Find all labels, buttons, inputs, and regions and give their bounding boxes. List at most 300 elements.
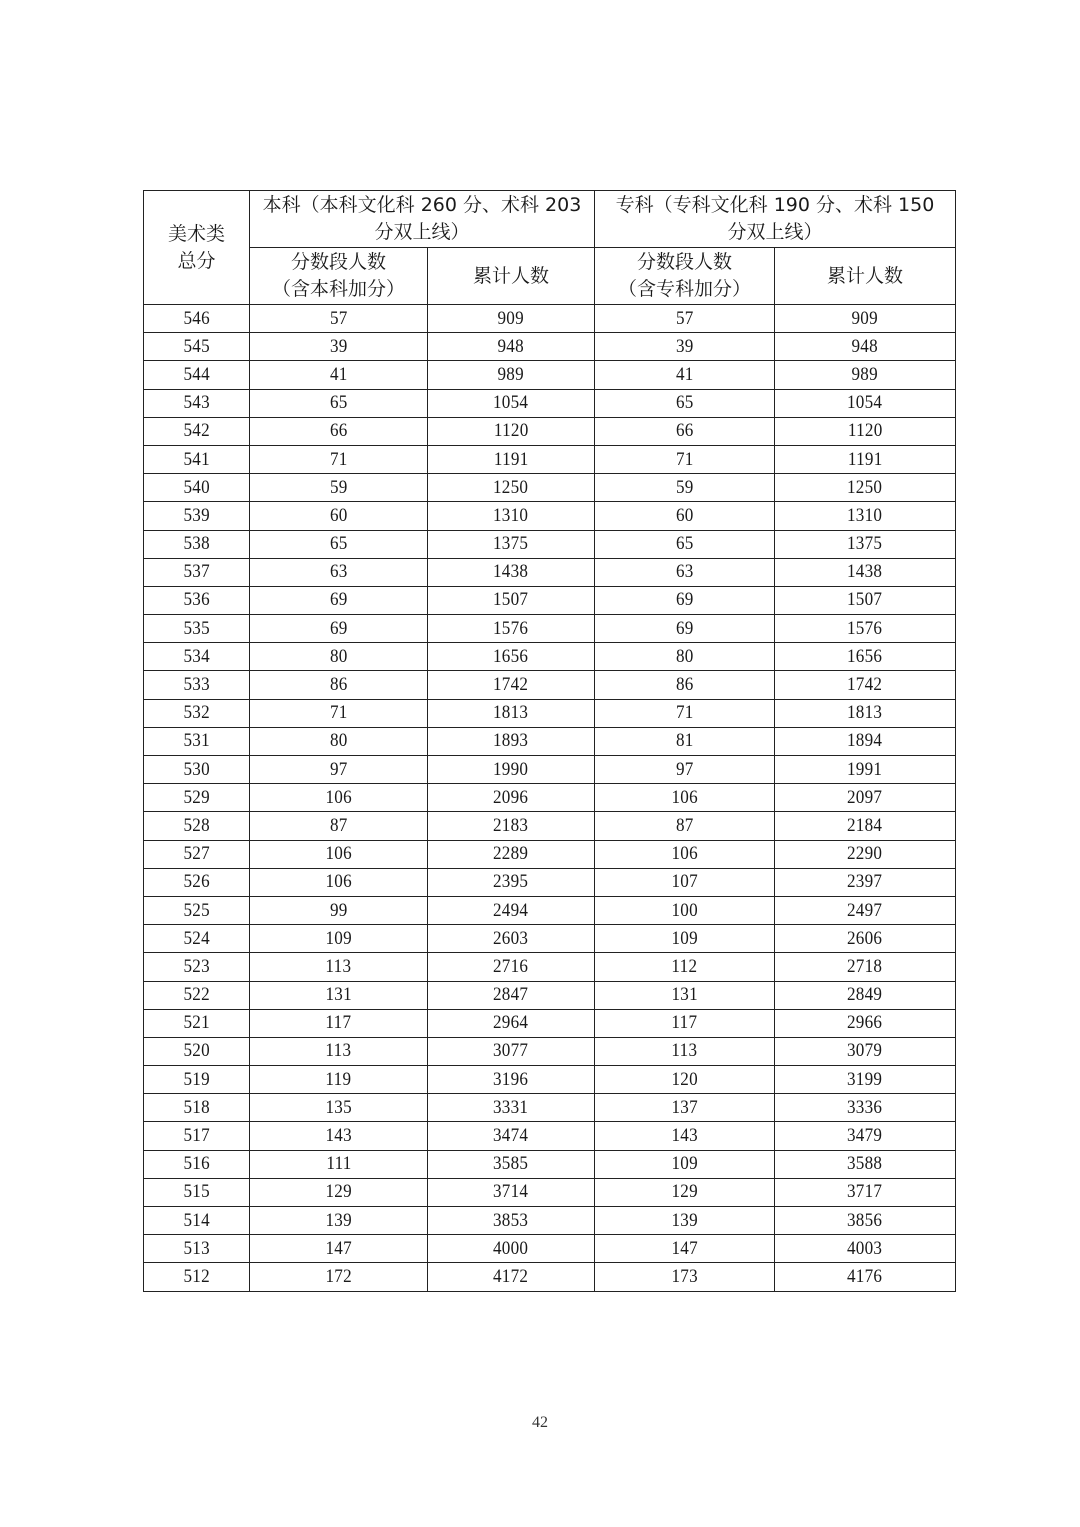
junior-band-cell bbox=[595, 1037, 775, 1065]
score-cell bbox=[144, 756, 250, 784]
undergrad-band-cell bbox=[250, 868, 428, 896]
undergrad-cumulative-cell-value: 1742 bbox=[493, 674, 529, 696]
score-cell-value: 532 bbox=[183, 702, 210, 724]
junior-cumulative-cell bbox=[775, 333, 956, 361]
table-row bbox=[144, 896, 956, 924]
undergrad-cumulative-cell bbox=[428, 417, 595, 445]
table-row bbox=[144, 727, 956, 755]
undergrad-band-cell bbox=[250, 1150, 428, 1178]
undergrad-band-cell-value: 69 bbox=[329, 589, 348, 611]
undergrad-cumulative-cell bbox=[428, 671, 595, 699]
undergrad-band-cell-value: 65 bbox=[329, 392, 348, 414]
undergrad-cumulative-cell bbox=[428, 953, 595, 981]
table-row bbox=[144, 756, 956, 784]
junior-band-cell bbox=[595, 925, 775, 953]
score-cell-value: 541 bbox=[183, 448, 210, 470]
undergrad-band-cell bbox=[250, 1066, 428, 1094]
score-cell bbox=[144, 1122, 250, 1150]
undergrad-band-cell bbox=[250, 615, 428, 643]
junior-band-cell bbox=[595, 812, 775, 840]
undergrad-cumulative-cell-value: 1813 bbox=[493, 702, 529, 724]
undergrad-cumulative-cell bbox=[428, 727, 595, 755]
score-cell bbox=[144, 953, 250, 981]
undergrad-band-cell bbox=[250, 1122, 428, 1150]
junior-band-cell bbox=[595, 389, 775, 417]
undergrad-cumulative-cell bbox=[428, 615, 595, 643]
junior-cumulative-cell bbox=[775, 868, 956, 896]
undergrad-band-cell bbox=[250, 1235, 428, 1263]
junior-cumulative-cell bbox=[775, 1009, 956, 1037]
junior-band-cell-value: 106 bbox=[671, 786, 698, 808]
undergrad-band-cell-value: 139 bbox=[325, 1209, 352, 1231]
header-undergrad-group-line1: 本科（本科文化科 260 分、术科 203 bbox=[262, 194, 582, 216]
score-cell bbox=[144, 699, 250, 727]
undergrad-cumulative-cell-value: 3196 bbox=[493, 1068, 529, 1090]
junior-band-cell-value: 97 bbox=[675, 758, 694, 780]
score-cell bbox=[144, 305, 250, 333]
header-junior-group-line1: 专科（专科文化科 190 分、术科 150 bbox=[615, 194, 935, 216]
score-cell bbox=[144, 727, 250, 755]
junior-cumulative-cell-value: 1438 bbox=[847, 561, 883, 583]
undergrad-cumulative-cell-value: 1120 bbox=[493, 420, 529, 442]
junior-band-cell-value: 41 bbox=[675, 363, 694, 385]
undergrad-band-cell-value: 60 bbox=[329, 504, 348, 526]
score-cell bbox=[144, 615, 250, 643]
page-number: 42 bbox=[532, 1414, 548, 1431]
junior-cumulative-cell bbox=[775, 586, 956, 614]
undergrad-cumulative-cell bbox=[428, 1009, 595, 1037]
score-cell bbox=[144, 671, 250, 699]
junior-band-cell bbox=[595, 1235, 775, 1263]
junior-cumulative-cell-value: 3199 bbox=[847, 1068, 883, 1090]
header-undergrad-group bbox=[250, 191, 595, 248]
table-row bbox=[144, 1235, 956, 1263]
junior-cumulative-cell-value: 1576 bbox=[847, 617, 883, 639]
score-cell bbox=[144, 417, 250, 445]
table-row bbox=[144, 784, 956, 812]
junior-cumulative-cell-value: 1507 bbox=[847, 589, 883, 611]
score-cell-value: 523 bbox=[183, 955, 210, 977]
header-undergrad-group-line2: 分双上线） bbox=[374, 221, 470, 243]
undergrad-cumulative-cell-value: 4172 bbox=[493, 1265, 529, 1287]
junior-band-cell bbox=[595, 643, 775, 671]
undergrad-cumulative-cell bbox=[428, 896, 595, 924]
junior-cumulative-cell bbox=[775, 840, 956, 868]
header-total-score-line2: 总分 bbox=[177, 249, 216, 272]
junior-cumulative-cell-value: 2718 bbox=[847, 955, 883, 977]
undergrad-cumulative-cell-value: 2096 bbox=[493, 786, 529, 808]
junior-band-cell-value: 117 bbox=[671, 1012, 698, 1034]
junior-band-cell bbox=[595, 784, 775, 812]
junior-cumulative-cell bbox=[775, 1178, 956, 1206]
score-cell-value: 516 bbox=[183, 1153, 210, 1175]
junior-band-cell-value: 173 bbox=[671, 1265, 698, 1287]
junior-band-cell-value: 112 bbox=[671, 955, 698, 977]
undergrad-cumulative-cell-value: 3474 bbox=[493, 1125, 529, 1147]
junior-band-cell-value: 106 bbox=[671, 843, 698, 865]
junior-cumulative-cell bbox=[775, 756, 956, 784]
junior-cumulative-cell-value: 1656 bbox=[847, 645, 883, 667]
junior-cumulative-cell-value: 3479 bbox=[847, 1125, 883, 1147]
header-row-sub bbox=[144, 248, 956, 305]
header-junior-band-line2: （含专科加分） bbox=[617, 278, 751, 300]
score-cell-value: 544 bbox=[183, 363, 210, 385]
table-row bbox=[144, 474, 956, 502]
score-cell bbox=[144, 361, 250, 389]
undergrad-cumulative-cell bbox=[428, 1178, 595, 1206]
table-row bbox=[144, 389, 956, 417]
undergrad-cumulative-cell-value: 1507 bbox=[493, 589, 529, 611]
junior-cumulative-cell-value: 1191 bbox=[847, 448, 883, 470]
score-cell-value: 534 bbox=[183, 645, 210, 667]
junior-cumulative-cell bbox=[775, 671, 956, 699]
header-total-score bbox=[144, 191, 250, 305]
junior-band-cell bbox=[595, 727, 775, 755]
junior-band-cell-value: 65 bbox=[675, 533, 694, 555]
score-cell bbox=[144, 1207, 250, 1235]
undergrad-cumulative-cell-value: 1438 bbox=[493, 561, 529, 583]
undergrad-band-cell bbox=[250, 530, 428, 558]
junior-band-cell bbox=[595, 1207, 775, 1235]
junior-cumulative-cell bbox=[775, 1150, 956, 1178]
junior-band-cell-value: 139 bbox=[671, 1209, 698, 1231]
undergrad-band-cell bbox=[250, 1178, 428, 1206]
undergrad-cumulative-cell bbox=[428, 925, 595, 953]
undergrad-band-cell-value: 71 bbox=[329, 448, 348, 470]
junior-band-cell bbox=[595, 953, 775, 981]
junior-cumulative-cell-value: 948 bbox=[851, 335, 879, 357]
undergrad-cumulative-cell bbox=[428, 1037, 595, 1065]
score-cell-value: 527 bbox=[183, 843, 210, 865]
undergrad-cumulative-cell-value: 1191 bbox=[493, 448, 529, 470]
junior-cumulative-cell-value: 2966 bbox=[847, 1012, 883, 1034]
score-cell-value: 542 bbox=[183, 420, 210, 442]
undergrad-cumulative-cell-value: 3585 bbox=[493, 1153, 529, 1175]
undergrad-band-cell bbox=[250, 812, 428, 840]
score-cell-value: 526 bbox=[183, 871, 210, 893]
junior-cumulative-cell bbox=[775, 417, 956, 445]
undergrad-cumulative-cell-value: 909 bbox=[497, 307, 525, 329]
undergrad-cumulative-cell bbox=[428, 333, 595, 361]
undergrad-band-cell bbox=[250, 953, 428, 981]
undergrad-band-cell-value: 147 bbox=[325, 1237, 352, 1259]
junior-cumulative-cell bbox=[775, 445, 956, 473]
score-cell bbox=[144, 784, 250, 812]
undergrad-band-cell bbox=[250, 361, 428, 389]
junior-band-cell bbox=[595, 474, 775, 502]
junior-cumulative-cell bbox=[775, 727, 956, 755]
undergrad-band-cell bbox=[250, 1009, 428, 1037]
undergrad-cumulative-cell bbox=[428, 784, 595, 812]
table-body bbox=[144, 305, 956, 1292]
junior-cumulative-cell bbox=[775, 389, 956, 417]
undergrad-cumulative-cell-value: 948 bbox=[497, 335, 525, 357]
header-junior-band-line1: 分数段人数 bbox=[636, 251, 732, 273]
undergrad-band-cell bbox=[250, 305, 428, 333]
score-cell bbox=[144, 643, 250, 671]
junior-band-cell-value: 65 bbox=[675, 392, 694, 414]
junior-cumulative-cell bbox=[775, 1122, 956, 1150]
undergrad-cumulative-cell bbox=[428, 699, 595, 727]
table-row bbox=[144, 840, 956, 868]
junior-band-cell bbox=[595, 615, 775, 643]
undergrad-cumulative-cell-value: 1893 bbox=[493, 730, 529, 752]
junior-band-cell-value: 143 bbox=[671, 1125, 698, 1147]
junior-cumulative-cell-value: 2290 bbox=[847, 843, 883, 865]
score-cell bbox=[144, 586, 250, 614]
score-cell-value: 514 bbox=[183, 1209, 210, 1231]
undergrad-band-cell bbox=[250, 727, 428, 755]
table-row bbox=[144, 1094, 956, 1122]
junior-cumulative-cell-value: 3588 bbox=[847, 1153, 883, 1175]
junior-cumulative-cell bbox=[775, 643, 956, 671]
undergrad-band-cell-value: 117 bbox=[325, 1012, 352, 1034]
junior-band-cell-value: 86 bbox=[675, 674, 694, 696]
score-cell-value: 515 bbox=[183, 1181, 210, 1203]
header-undergrad-band-line1: 分数段人数 bbox=[290, 251, 386, 273]
undergrad-cumulative-cell bbox=[428, 361, 595, 389]
undergrad-cumulative-cell-value: 3714 bbox=[493, 1181, 529, 1203]
junior-cumulative-cell-value: 1742 bbox=[847, 674, 883, 696]
undergrad-band-cell bbox=[250, 1094, 428, 1122]
junior-band-cell-value: 69 bbox=[675, 589, 694, 611]
table-row bbox=[144, 925, 956, 953]
undergrad-band-cell bbox=[250, 896, 428, 924]
undergrad-band-cell bbox=[250, 671, 428, 699]
undergrad-band-cell-value: 66 bbox=[329, 420, 348, 442]
junior-cumulative-cell bbox=[775, 305, 956, 333]
header-junior-cumulative: 累计人数 bbox=[775, 248, 956, 305]
table-row bbox=[144, 1066, 956, 1094]
junior-cumulative-cell bbox=[775, 1207, 956, 1235]
junior-cumulative-cell bbox=[775, 1094, 956, 1122]
table-row bbox=[144, 333, 956, 361]
score-cell bbox=[144, 981, 250, 1009]
undergrad-band-cell-value: 106 bbox=[325, 871, 352, 893]
undergrad-cumulative-cell-value: 1990 bbox=[493, 758, 529, 780]
undergrad-band-cell-value: 119 bbox=[325, 1068, 352, 1090]
junior-cumulative-cell-value: 2097 bbox=[847, 786, 883, 808]
undergrad-band-cell-value: 57 bbox=[329, 307, 348, 329]
junior-cumulative-cell bbox=[775, 615, 956, 643]
score-cell-value: 521 bbox=[183, 1012, 210, 1034]
junior-band-cell-value: 71 bbox=[675, 702, 694, 724]
junior-cumulative-cell-value: 1120 bbox=[847, 420, 883, 442]
undergrad-band-cell bbox=[250, 643, 428, 671]
score-cell bbox=[144, 333, 250, 361]
junior-band-cell bbox=[595, 1263, 775, 1291]
undergrad-cumulative-cell bbox=[428, 1263, 595, 1291]
undergrad-band-cell bbox=[250, 474, 428, 502]
header-junior-group-line2: 分双上线） bbox=[727, 221, 823, 243]
undergrad-band-cell bbox=[250, 840, 428, 868]
junior-cumulative-cell-value: 2397 bbox=[847, 871, 883, 893]
junior-band-cell-value: 71 bbox=[675, 448, 694, 470]
junior-cumulative-cell-value: 3336 bbox=[847, 1096, 883, 1118]
table-row bbox=[144, 1207, 956, 1235]
undergrad-band-cell bbox=[250, 784, 428, 812]
undergrad-cumulative-cell bbox=[428, 445, 595, 473]
undergrad-cumulative-cell-value: 3331 bbox=[493, 1096, 529, 1118]
undergrad-band-cell-value: 59 bbox=[329, 476, 348, 498]
table-row bbox=[144, 1178, 956, 1206]
undergrad-band-cell-value: 99 bbox=[329, 899, 348, 921]
score-cell-value: 528 bbox=[183, 814, 210, 836]
score-cell bbox=[144, 1009, 250, 1037]
undergrad-cumulative-cell bbox=[428, 530, 595, 558]
undergrad-cumulative-cell bbox=[428, 502, 595, 530]
undergrad-cumulative-cell-value: 2716 bbox=[493, 955, 529, 977]
score-cell bbox=[144, 389, 250, 417]
undergrad-cumulative-cell bbox=[428, 558, 595, 586]
junior-band-cell-value: 66 bbox=[675, 420, 694, 442]
undergrad-cumulative-cell-value: 2289 bbox=[493, 843, 529, 865]
undergrad-band-cell-value: 135 bbox=[325, 1096, 352, 1118]
junior-band-cell bbox=[595, 445, 775, 473]
undergrad-band-cell-value: 71 bbox=[329, 702, 348, 724]
junior-band-cell-value: 109 bbox=[671, 927, 698, 949]
header-undergrad-band bbox=[250, 248, 428, 305]
junior-band-cell bbox=[595, 361, 775, 389]
junior-cumulative-cell bbox=[775, 530, 956, 558]
junior-band-cell bbox=[595, 558, 775, 586]
header-junior-group bbox=[595, 191, 956, 248]
junior-cumulative-cell-value: 1894 bbox=[847, 730, 883, 752]
score-cell-value: 543 bbox=[183, 392, 210, 414]
junior-cumulative-cell-value: 2497 bbox=[847, 899, 883, 921]
undergrad-cumulative-cell bbox=[428, 840, 595, 868]
undergrad-cumulative-cell-value: 989 bbox=[497, 363, 525, 385]
undergrad-cumulative-cell-value: 1054 bbox=[493, 392, 529, 414]
junior-band-cell-value: 69 bbox=[675, 617, 694, 639]
undergrad-band-cell-value: 63 bbox=[329, 561, 348, 583]
score-cell-value: 536 bbox=[183, 589, 210, 611]
undergrad-band-cell bbox=[250, 417, 428, 445]
undergrad-cumulative-cell-value: 1250 bbox=[493, 476, 529, 498]
score-cell bbox=[144, 502, 250, 530]
junior-band-cell bbox=[595, 756, 775, 784]
junior-cumulative-cell bbox=[775, 925, 956, 953]
undergrad-cumulative-cell-value: 3077 bbox=[493, 1040, 529, 1062]
score-cell bbox=[144, 474, 250, 502]
junior-band-cell-value: 120 bbox=[671, 1068, 698, 1090]
junior-cumulative-cell-value: 2184 bbox=[847, 814, 883, 836]
undergrad-band-cell-value: 39 bbox=[329, 335, 348, 357]
table-row bbox=[144, 558, 956, 586]
table-row bbox=[144, 699, 956, 727]
undergrad-band-cell bbox=[250, 756, 428, 784]
table-row bbox=[144, 417, 956, 445]
junior-band-cell-value: 100 bbox=[671, 899, 698, 921]
header-undergrad-band-line2: （含本科加分） bbox=[271, 278, 405, 300]
undergrad-band-cell bbox=[250, 1263, 428, 1291]
score-cell bbox=[144, 1094, 250, 1122]
undergrad-cumulative-cell bbox=[428, 474, 595, 502]
junior-cumulative-cell-value: 1375 bbox=[847, 533, 883, 555]
undergrad-band-cell bbox=[250, 981, 428, 1009]
table-row bbox=[144, 361, 956, 389]
undergrad-band-cell-value: 111 bbox=[325, 1153, 352, 1175]
score-cell-value: 524 bbox=[183, 927, 210, 949]
junior-cumulative-cell-value: 989 bbox=[851, 363, 879, 385]
junior-band-cell-value: 87 bbox=[675, 814, 694, 836]
undergrad-band-cell-value: 86 bbox=[329, 674, 348, 696]
undergrad-cumulative-cell-value: 1375 bbox=[493, 533, 529, 555]
undergrad-cumulative-cell bbox=[428, 1150, 595, 1178]
junior-band-cell bbox=[595, 699, 775, 727]
junior-cumulative-cell-value: 2606 bbox=[847, 927, 883, 949]
undergrad-band-cell-value: 41 bbox=[329, 363, 348, 385]
junior-band-cell bbox=[595, 1066, 775, 1094]
junior-cumulative-cell bbox=[775, 1263, 956, 1291]
score-cell bbox=[144, 1235, 250, 1263]
junior-band-cell bbox=[595, 840, 775, 868]
table-row bbox=[144, 671, 956, 699]
undergrad-cumulative-cell-value: 1656 bbox=[493, 645, 529, 667]
junior-band-cell bbox=[595, 1009, 775, 1037]
junior-band-cell-value: 129 bbox=[671, 1181, 698, 1203]
junior-cumulative-cell bbox=[775, 812, 956, 840]
score-cell bbox=[144, 558, 250, 586]
header-row-top bbox=[144, 191, 956, 248]
junior-cumulative-cell bbox=[775, 558, 956, 586]
undergrad-cumulative-cell-value: 2603 bbox=[493, 927, 529, 949]
junior-cumulative-cell bbox=[775, 1037, 956, 1065]
score-cell-value: 538 bbox=[183, 533, 210, 555]
table-row bbox=[144, 643, 956, 671]
undergrad-cumulative-cell bbox=[428, 981, 595, 1009]
undergrad-band-cell-value: 106 bbox=[325, 843, 352, 865]
table-row bbox=[144, 502, 956, 530]
junior-band-cell-value: 107 bbox=[671, 871, 698, 893]
score-cell-value: 540 bbox=[183, 476, 210, 498]
undergrad-cumulative-cell-value: 2494 bbox=[493, 899, 529, 921]
undergrad-cumulative-cell bbox=[428, 868, 595, 896]
undergrad-cumulative-cell bbox=[428, 1122, 595, 1150]
undergrad-cumulative-cell-value: 1576 bbox=[493, 617, 529, 639]
undergrad-band-cell-value: 80 bbox=[329, 730, 348, 752]
undergrad-cumulative-cell bbox=[428, 389, 595, 417]
score-cell bbox=[144, 1178, 250, 1206]
score-cell-value: 545 bbox=[183, 335, 210, 357]
junior-cumulative-cell bbox=[775, 981, 956, 1009]
junior-band-cell-value: 57 bbox=[675, 307, 694, 329]
undergrad-band-cell-value: 87 bbox=[329, 814, 348, 836]
score-cell-value: 519 bbox=[183, 1068, 210, 1090]
undergrad-band-cell-value: 143 bbox=[325, 1125, 352, 1147]
undergrad-band-cell-value: 97 bbox=[329, 758, 348, 780]
undergrad-band-cell-value: 113 bbox=[325, 955, 352, 977]
junior-band-cell-value: 80 bbox=[675, 645, 694, 667]
junior-cumulative-cell bbox=[775, 502, 956, 530]
junior-band-cell-value: 63 bbox=[675, 561, 694, 583]
undergrad-band-cell bbox=[250, 445, 428, 473]
undergrad-band-cell-value: 69 bbox=[329, 617, 348, 639]
undergrad-cumulative-cell-value: 3853 bbox=[493, 1209, 529, 1231]
table-row bbox=[144, 868, 956, 896]
junior-band-cell bbox=[595, 502, 775, 530]
table-row bbox=[144, 305, 956, 333]
junior-band-cell bbox=[595, 1150, 775, 1178]
undergrad-cumulative-cell bbox=[428, 1094, 595, 1122]
junior-band-cell bbox=[595, 530, 775, 558]
score-cell-value: 522 bbox=[183, 984, 210, 1006]
table-row bbox=[144, 1037, 956, 1065]
junior-cumulative-cell-value: 2849 bbox=[847, 984, 883, 1006]
junior-band-cell-value: 81 bbox=[675, 730, 694, 752]
junior-band-cell bbox=[595, 586, 775, 614]
undergrad-cumulative-cell bbox=[428, 305, 595, 333]
